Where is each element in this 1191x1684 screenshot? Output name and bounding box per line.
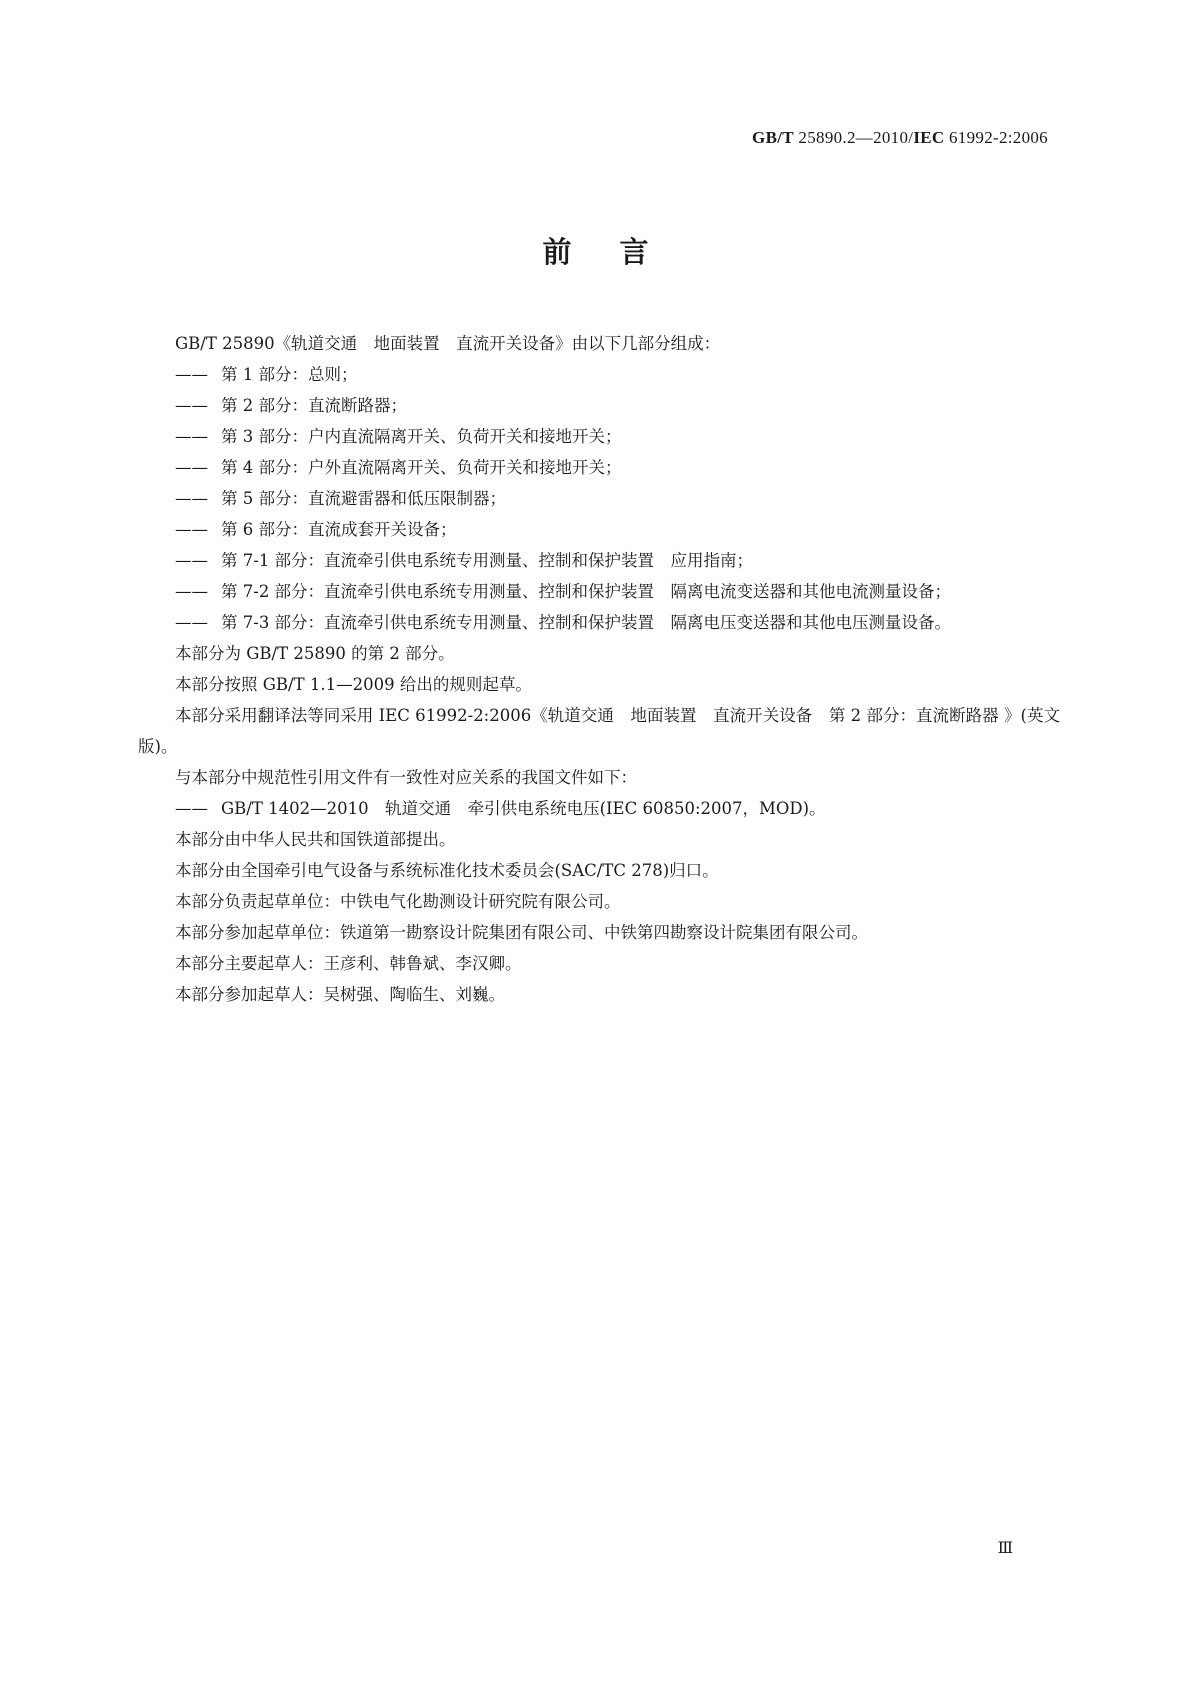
part-text: 第 4 部分：户外直流隔离开关、负荷开关和接地开关； xyxy=(221,458,622,477)
list-item-part-7-3 xyxy=(138,607,1060,638)
adoption-statement: 本部分采用翻译法等同采用 IEC 61992-2:2006《轨道交通 地面装置 直流开关设备 第 2 部分：直流断路器 》(英文版)。 xyxy=(138,706,1060,756)
list-item-part-1 xyxy=(138,359,1060,390)
dash: —— xyxy=(175,427,208,446)
list-item-part-7-1 xyxy=(138,545,1060,576)
part-text: 第 3 部分：户内直流隔离开关、负荷开关和接地开关； xyxy=(221,427,622,446)
corresponding-doc-text: GB/T 1402—2010 轨道交通 牵引供电系统电压(IEC 60850:2007，MOD)。 xyxy=(221,799,826,818)
responsible-drafter-statement: 本部分负责起草单位：中铁电气化勘测设计研究院有限公司。 xyxy=(175,892,621,911)
dash: —— xyxy=(175,458,208,477)
list-item-part-7-2 xyxy=(138,576,1060,607)
part-text: 第 7-1 部分：直流牵引供电系统专用测量、控制和保护装置 应用指南； xyxy=(221,551,754,570)
intro-paragraph: GB/T 25890《轨道交通 地面装置 直流开关设备》由以下几部分组成： xyxy=(175,334,721,353)
dash: —— xyxy=(175,396,208,415)
dash: —— xyxy=(175,365,208,384)
standard-prefix: GB/T xyxy=(752,128,794,147)
part-text: 第 1 部分：总则； xyxy=(221,365,358,384)
part-of-statement: 本部分为 GB/T 25890 的第 2 部分。 xyxy=(175,644,455,663)
page-title: 前言 xyxy=(542,235,697,269)
dash: —— xyxy=(175,799,208,818)
part-text: 第 7-3 部分：直流牵引供电系统专用测量、控制和保护装置 隔离电压变送器和其他电压测量设备。 xyxy=(221,613,952,632)
iec-prefix: IEC xyxy=(913,128,945,147)
part-text: 第 6 部分：直流成套开关设备； xyxy=(221,520,457,539)
iec-number-part: 61992-2:2006 xyxy=(944,128,1048,147)
dash: —— xyxy=(175,489,208,508)
dash: —— xyxy=(175,520,208,539)
part-text: 第 2 部分：直流断路器； xyxy=(221,396,407,415)
page-number: Ⅲ xyxy=(997,1540,1013,1557)
dash: —— xyxy=(175,613,208,632)
foreword-body xyxy=(138,328,1060,1010)
main-drafters-statement: 本部分主要起草人：王彦利、韩鲁斌、李汉卿。 xyxy=(175,954,522,973)
part-text: 第 5 部分：直流避雷器和低压限制器； xyxy=(221,489,506,508)
dash: —— xyxy=(175,551,208,570)
participating-drafters-statement: 本部分参加起草人：吴树强、陶临生、刘巍。 xyxy=(175,985,505,1004)
part-text: 第 7-2 部分：直流牵引供电系统专用测量、控制和保护装置 隔离电流变送器和其他电流测量设备； xyxy=(221,582,952,601)
jurisdiction-statement: 本部分由全国牵引电气设备与系统标准化技术委员会(SAC/TC 278)归口。 xyxy=(175,861,719,880)
list-item-part-5 xyxy=(138,483,1060,514)
list-item-corresponding-doc xyxy=(138,793,1060,824)
correspondence-statement: 与本部分中规范性引用文件有一致性对应关系的我国文件如下： xyxy=(175,768,637,787)
list-item-part-2 xyxy=(138,390,1060,421)
dash: —— xyxy=(175,582,208,601)
list-item-part-4 xyxy=(138,452,1060,483)
list-item-part-3 xyxy=(138,421,1060,452)
participating-units-statement: 本部分参加起草单位：铁道第一勘察设计院集团有限公司、中铁第四勘察设计院集团有限公司。 xyxy=(175,923,868,942)
list-item-part-6 xyxy=(138,514,1060,545)
drafting-rules-statement: 本部分按照 GB/T 1.1—2009 给出的规则起草。 xyxy=(175,675,532,694)
standard-number-part: 25890.2—2010/ xyxy=(793,128,914,147)
standard-number xyxy=(752,128,1048,148)
proposed-by-statement: 本部分由中华人民共和国铁道部提出。 xyxy=(175,830,456,849)
